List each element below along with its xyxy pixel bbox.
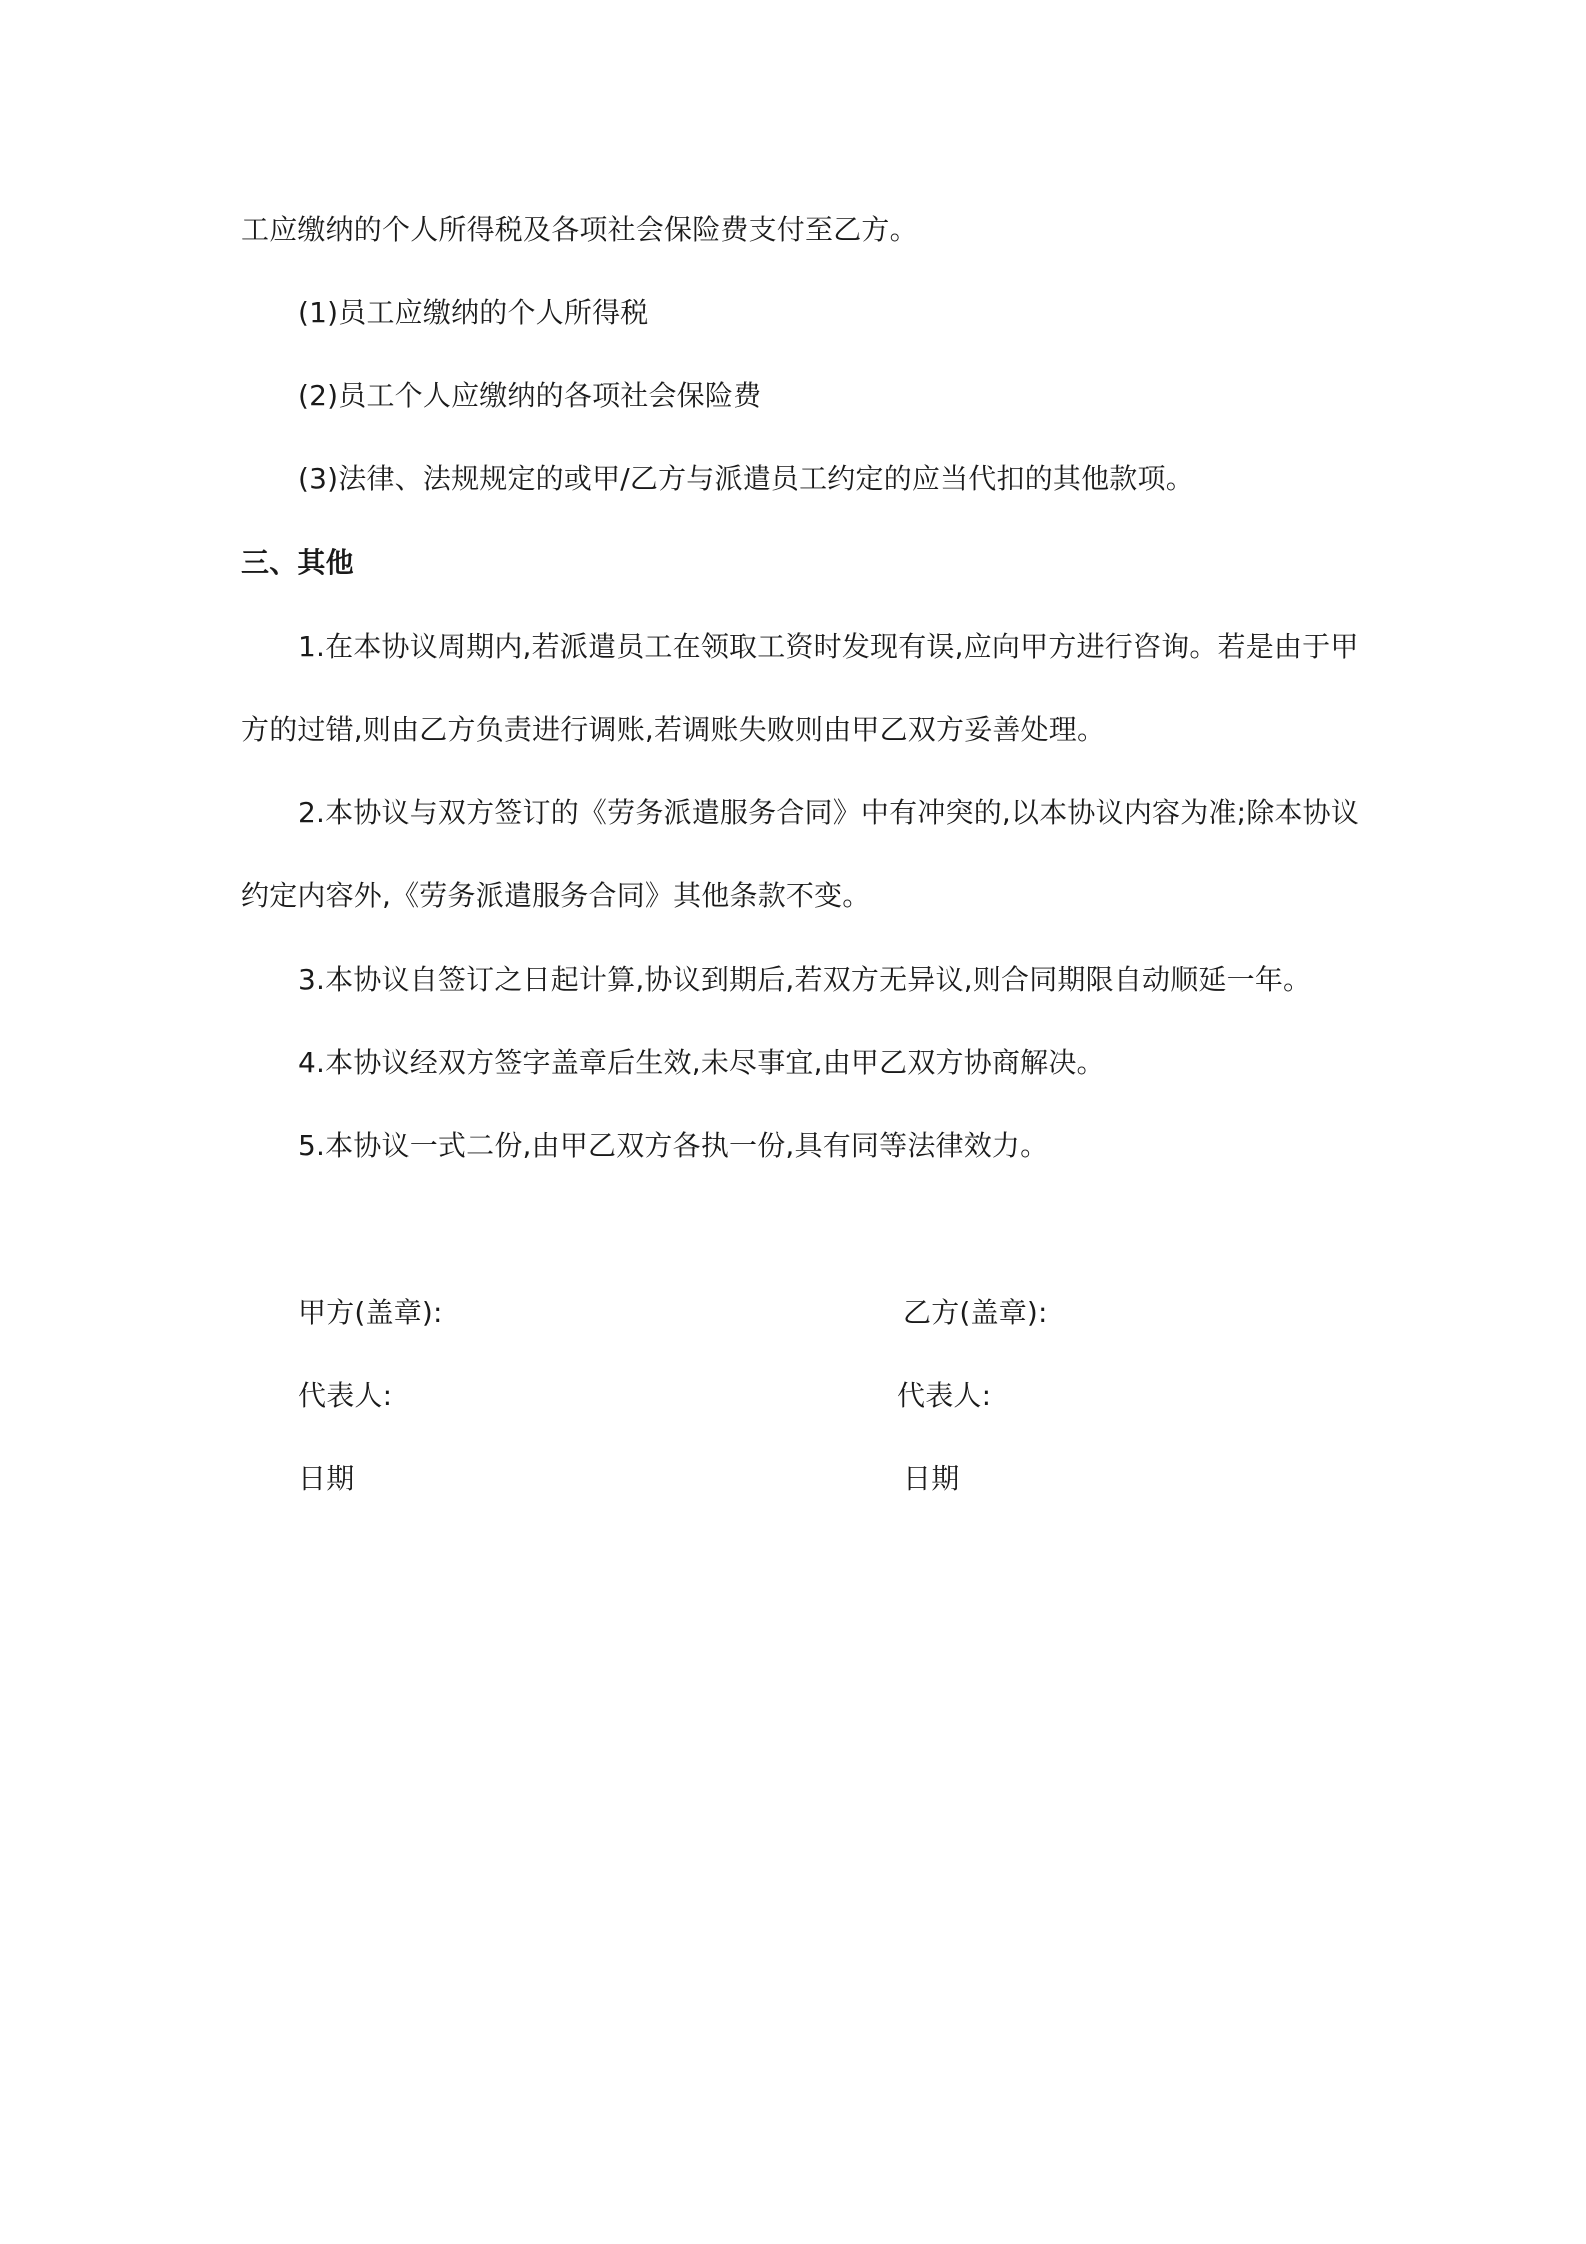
party-b-representative-label: 代表人: — [897, 1379, 992, 1412]
deduction-item-2: (2)员工个人应缴纳的各项社会保险费 — [298, 379, 762, 412]
party-a-representative-label: 代表人: — [298, 1379, 393, 1412]
party-a-date-label: 日期 — [298, 1462, 355, 1495]
continued-paragraph: 工应缴纳的个人所得税及各项社会保险费支付至乙方。 — [241, 213, 918, 246]
section-heading: 三、其他 — [241, 546, 354, 579]
clause-1-line-2: 方的过错,则由乙方负责进行调账,若调账失败则由甲乙双方妥善处理。 — [241, 713, 1106, 746]
party-b-seal-label: 乙方(盖章): — [903, 1296, 1048, 1329]
clause-2-line-2: 约定内容外,《劳务派遣服务合同》其他条款不变。 — [241, 879, 871, 912]
deduction-item-1: (1)员工应缴纳的个人所得税 — [298, 296, 649, 329]
clause-4: 4.本协议经双方签字盖章后生效,未尽事宜,由甲乙双方协商解决。 — [298, 1046, 1105, 1079]
clause-3: 3.本协议自签订之日起计算,协议到期后,若双方无异议,则合同期限自动顺延一年。 — [298, 963, 1312, 996]
clause-1-line-1: 1.在本协议周期内,若派遣员工在领取工资时发现有误,应向甲方进行咨询。若是由于甲 — [298, 630, 1359, 663]
clause-2-line-1: 2.本协议与双方签订的《劳务派遣服务合同》中有冲突的,以本协议内容为准;除本协议 — [298, 796, 1360, 829]
clause-5: 5.本协议一式二份,由甲乙双方各执一份,具有同等法律效力。 — [298, 1129, 1049, 1162]
deduction-item-3: (3)法律、法规规定的或甲/乙方与派遣员工约定的应当代扣的其他款项。 — [298, 462, 1194, 495]
party-b-date-label: 日期 — [903, 1462, 960, 1495]
party-a-seal-label: 甲方(盖章): — [298, 1296, 443, 1329]
